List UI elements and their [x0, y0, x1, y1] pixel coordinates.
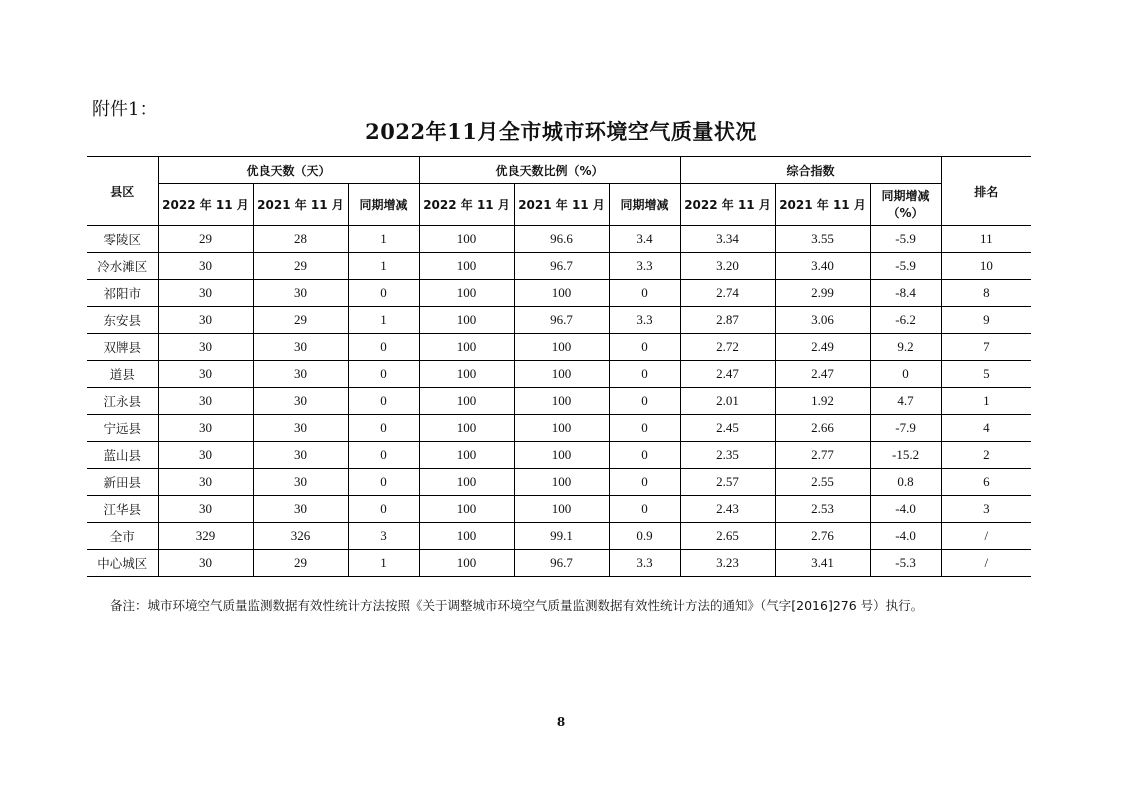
index-2021-cell: 2.55	[775, 469, 870, 496]
region-name-cell: 东安县	[87, 307, 158, 334]
good-days-2022-cell: 30	[158, 361, 253, 388]
good-days-2022-cell: 30	[158, 442, 253, 469]
rank-cell: 2	[941, 442, 1031, 469]
good-ratio-2022-cell: 100	[419, 496, 514, 523]
index-2022-cell: 3.34	[680, 226, 775, 253]
index-2022-cell: 2.45	[680, 415, 775, 442]
good-days-2021-cell: 30	[253, 388, 348, 415]
good-ratio-change-cell: 3.4	[609, 226, 680, 253]
index-2021-cell: 1.92	[775, 388, 870, 415]
good-ratio-2021-cell: 96.6	[514, 226, 609, 253]
rank-cell: 5	[941, 361, 1031, 388]
good-days-2021-cell: 30	[253, 415, 348, 442]
table-row	[87, 388, 1031, 415]
table-body	[87, 226, 1031, 577]
good-ratio-2021-cell: 96.7	[514, 253, 609, 280]
rank-cell: 9	[941, 307, 1031, 334]
rank-cell: /	[941, 550, 1031, 577]
index-2022-cell: 2.43	[680, 496, 775, 523]
header-index-2022: 2022 年 11 月	[680, 184, 775, 226]
table-row	[87, 226, 1031, 253]
good-ratio-2022-cell: 100	[419, 253, 514, 280]
rank-cell: 7	[941, 334, 1031, 361]
good-days-2021-cell: 29	[253, 253, 348, 280]
table-row	[87, 334, 1031, 361]
index-2021-cell: 2.66	[775, 415, 870, 442]
index-2022-cell: 3.23	[680, 550, 775, 577]
index-2021-cell: 2.76	[775, 523, 870, 550]
header-ratio-2022: 2022 年 11 月	[419, 184, 514, 226]
good-days-2021-cell: 29	[253, 307, 348, 334]
region-name-cell: 江永县	[87, 388, 158, 415]
region-name-cell: 祁阳市	[87, 280, 158, 307]
rank-cell: 4	[941, 415, 1031, 442]
region-name-cell: 全市	[87, 523, 158, 550]
good-days-2022-cell: 30	[158, 415, 253, 442]
good-days-2022-cell: 30	[158, 550, 253, 577]
good-ratio-2022-cell: 100	[419, 550, 514, 577]
good-days-2021-cell: 30	[253, 280, 348, 307]
header-ratio-change: 同期增减	[609, 184, 680, 226]
region-name-cell: 零陵区	[87, 226, 158, 253]
table-row	[87, 550, 1031, 577]
good-ratio-2021-cell: 100	[514, 442, 609, 469]
good-ratio-2021-cell: 96.7	[514, 307, 609, 334]
good-days-2022-cell: 30	[158, 253, 253, 280]
index-2022-cell: 2.72	[680, 334, 775, 361]
region-name-cell: 蓝山县	[87, 442, 158, 469]
good-days-2021-cell: 30	[253, 496, 348, 523]
region-name-cell: 宁远县	[87, 415, 158, 442]
good-ratio-2022-cell: 100	[419, 523, 514, 550]
good-ratio-change-cell: 0	[609, 388, 680, 415]
index-change-cell: 9.2	[870, 334, 941, 361]
table-row	[87, 280, 1031, 307]
index-2021-cell: 3.06	[775, 307, 870, 334]
good-days-2022-cell: 30	[158, 496, 253, 523]
good-ratio-change-cell: 0	[609, 334, 680, 361]
table-row	[87, 523, 1031, 550]
index-2022-cell: 3.20	[680, 253, 775, 280]
index-2022-cell: 2.01	[680, 388, 775, 415]
index-2022-cell: 2.74	[680, 280, 775, 307]
footnote: 备注：城市环境空气质量监测数据有效性统计方法按照《关于调整城市环境空气质量监测数据有效性统计方法的通知》（气字[2016]276 号）执行。	[110, 598, 924, 613]
header-composite-index: 综合指数	[680, 157, 941, 184]
index-change-cell: -5.9	[870, 253, 941, 280]
air-quality-table	[87, 156, 1031, 577]
index-change-cell: -7.9	[870, 415, 941, 442]
good-days-2021-cell: 30	[253, 469, 348, 496]
index-change-cell: 0.8	[870, 469, 941, 496]
good-days-change-cell: 0	[348, 469, 419, 496]
good-ratio-2022-cell: 100	[419, 334, 514, 361]
region-name-cell: 中心城区	[87, 550, 158, 577]
index-2021-cell: 2.49	[775, 334, 870, 361]
good-days-2021-cell: 29	[253, 550, 348, 577]
header-index-change-pct: 同期增减（%）	[870, 184, 941, 226]
good-days-2022-cell: 30	[158, 334, 253, 361]
table-row	[87, 442, 1031, 469]
rank-cell: 8	[941, 280, 1031, 307]
index-2021-cell: 2.53	[775, 496, 870, 523]
good-ratio-change-cell: 0.9	[609, 523, 680, 550]
good-days-2022-cell: 329	[158, 523, 253, 550]
good-ratio-change-cell: 0	[609, 415, 680, 442]
good-days-2021-cell: 28	[253, 226, 348, 253]
good-ratio-2022-cell: 100	[419, 415, 514, 442]
good-ratio-2021-cell: 100	[514, 496, 609, 523]
index-2022-cell: 2.57	[680, 469, 775, 496]
page-number: 8	[556, 715, 566, 729]
table-row	[87, 415, 1031, 442]
index-2021-cell: 2.47	[775, 361, 870, 388]
index-change-cell: 0	[870, 361, 941, 388]
index-change-cell: -6.2	[870, 307, 941, 334]
index-change-cell: 4.7	[870, 388, 941, 415]
page-title: 2022年11月全市城市环境空气质量状况	[365, 119, 757, 144]
index-2022-cell: 2.47	[680, 361, 775, 388]
header-days-2022: 2022 年 11 月	[158, 184, 253, 226]
header-index-2021: 2021 年 11 月	[775, 184, 870, 226]
rank-cell: /	[941, 523, 1031, 550]
good-ratio-2021-cell: 99.1	[514, 523, 609, 550]
good-ratio-change-cell: 0	[609, 442, 680, 469]
region-name-cell: 道县	[87, 361, 158, 388]
good-ratio-2022-cell: 100	[419, 307, 514, 334]
index-2021-cell: 2.99	[775, 280, 870, 307]
table-row	[87, 496, 1031, 523]
index-change-cell: -8.4	[870, 280, 941, 307]
good-days-2022-cell: 30	[158, 388, 253, 415]
table-row	[87, 307, 1031, 334]
index-change-cell: -4.0	[870, 496, 941, 523]
good-ratio-change-cell: 0	[609, 280, 680, 307]
good-ratio-2021-cell: 100	[514, 388, 609, 415]
good-days-2022-cell: 30	[158, 469, 253, 496]
region-name-cell: 冷水滩区	[87, 253, 158, 280]
index-2021-cell: 3.41	[775, 550, 870, 577]
good-days-change-cell: 0	[348, 388, 419, 415]
good-ratio-2022-cell: 100	[419, 280, 514, 307]
index-2021-cell: 3.55	[775, 226, 870, 253]
good-days-2022-cell: 30	[158, 280, 253, 307]
table-row	[87, 469, 1031, 496]
index-2022-cell: 2.87	[680, 307, 775, 334]
good-ratio-2022-cell: 100	[419, 442, 514, 469]
region-name-cell: 江华县	[87, 496, 158, 523]
index-2022-cell: 2.35	[680, 442, 775, 469]
good-ratio-change-cell: 0	[609, 496, 680, 523]
header-ratio-2021: 2021 年 11 月	[514, 184, 609, 226]
header-region: 县区	[87, 157, 158, 226]
good-days-change-cell: 1	[348, 253, 419, 280]
good-ratio-change-cell: 3.3	[609, 253, 680, 280]
good-ratio-2022-cell: 100	[419, 361, 514, 388]
good-ratio-2021-cell: 100	[514, 334, 609, 361]
good-days-2021-cell: 326	[253, 523, 348, 550]
rank-cell: 1	[941, 388, 1031, 415]
good-days-change-cell: 1	[348, 550, 419, 577]
good-days-2022-cell: 30	[158, 307, 253, 334]
good-days-2021-cell: 30	[253, 334, 348, 361]
good-days-change-cell: 1	[348, 307, 419, 334]
header-rank: 排名	[941, 157, 1031, 226]
rank-cell: 10	[941, 253, 1031, 280]
good-ratio-2021-cell: 100	[514, 469, 609, 496]
good-days-2021-cell: 30	[253, 442, 348, 469]
good-ratio-change-cell: 3.3	[609, 550, 680, 577]
good-days-change-cell: 0	[348, 415, 419, 442]
good-days-change-cell: 0	[348, 334, 419, 361]
header-good-days: 优良天数（天）	[158, 157, 419, 184]
good-days-change-cell: 0	[348, 496, 419, 523]
good-ratio-2021-cell: 100	[514, 415, 609, 442]
index-change-cell: -15.2	[870, 442, 941, 469]
region-name-cell: 双牌县	[87, 334, 158, 361]
good-ratio-2021-cell: 96.7	[514, 550, 609, 577]
good-ratio-2022-cell: 100	[419, 469, 514, 496]
index-change-cell: -4.0	[870, 523, 941, 550]
good-ratio-2021-cell: 100	[514, 361, 609, 388]
good-ratio-2022-cell: 100	[419, 388, 514, 415]
good-ratio-change-cell: 0	[609, 361, 680, 388]
good-ratio-2021-cell: 100	[514, 280, 609, 307]
header-days-change: 同期增减	[348, 184, 419, 226]
table-row	[87, 253, 1031, 280]
header-days-2021: 2021 年 11 月	[253, 184, 348, 226]
index-change-cell: -5.9	[870, 226, 941, 253]
good-days-2022-cell: 29	[158, 226, 253, 253]
good-days-change-cell: 1	[348, 226, 419, 253]
index-2021-cell: 3.40	[775, 253, 870, 280]
header-good-ratio: 优良天数比例（%）	[419, 157, 680, 184]
good-ratio-change-cell: 3.3	[609, 307, 680, 334]
region-name-cell: 新田县	[87, 469, 158, 496]
good-days-change-cell: 0	[348, 442, 419, 469]
rank-cell: 11	[941, 226, 1031, 253]
index-2021-cell: 2.77	[775, 442, 870, 469]
rank-cell: 6	[941, 469, 1031, 496]
good-ratio-2022-cell: 100	[419, 226, 514, 253]
good-days-change-cell: 3	[348, 523, 419, 550]
rank-cell: 3	[941, 496, 1031, 523]
good-days-change-cell: 0	[348, 280, 419, 307]
good-days-2021-cell: 30	[253, 361, 348, 388]
table-row	[87, 361, 1031, 388]
index-2022-cell: 2.65	[680, 523, 775, 550]
annex-label: 附件1：	[92, 99, 158, 120]
good-days-change-cell: 0	[348, 361, 419, 388]
index-change-cell: -5.3	[870, 550, 941, 577]
good-ratio-change-cell: 0	[609, 469, 680, 496]
